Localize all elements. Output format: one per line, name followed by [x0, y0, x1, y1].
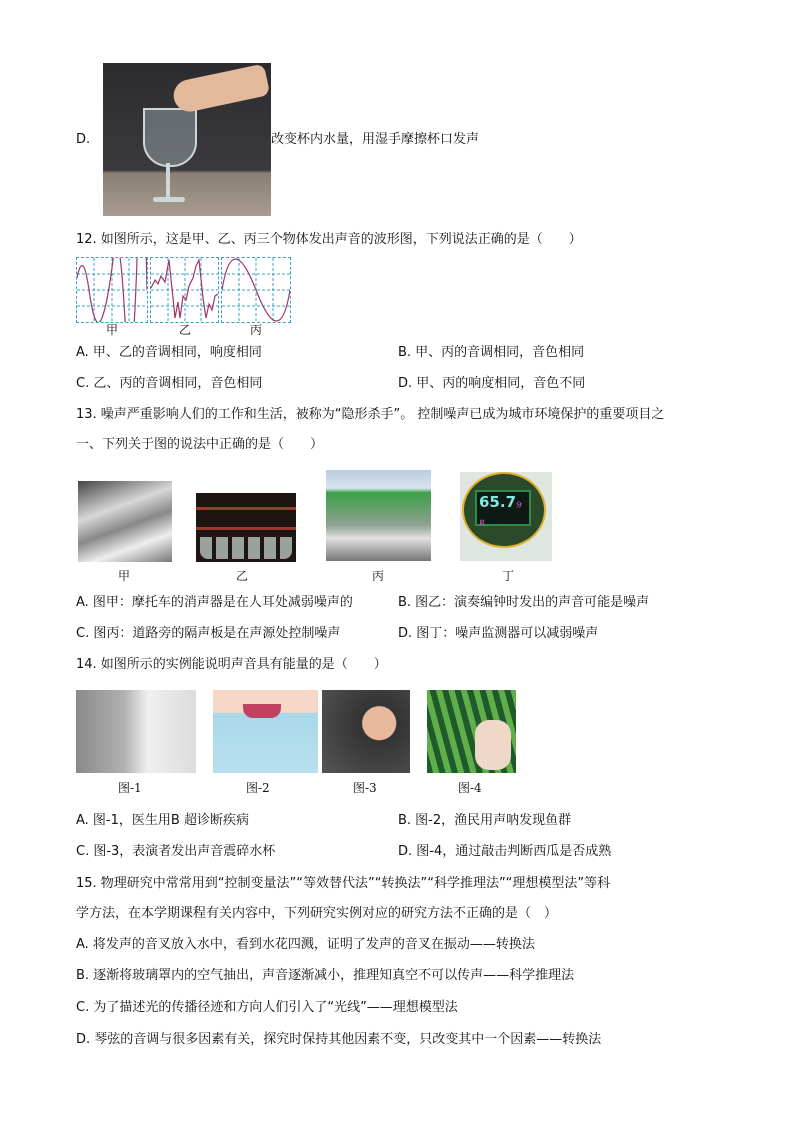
caption-fig1: 图-1: [118, 781, 142, 795]
q15-option-a: A. 将发声的音叉放入水中，看到水花四溅，证明了发声的音叉在振动——转换法: [76, 937, 535, 952]
caption-yi: 乙: [179, 323, 192, 337]
q13-option-d: D. 图丁：噪声监测器可以减弱噪声: [398, 626, 599, 641]
bianzhong-bells-photo: [196, 493, 296, 562]
meter-unit: 分贝: [479, 502, 523, 527]
q13-option-c: C. 图丙：道路旁的隔声板是在声源处控制噪声: [76, 626, 341, 641]
sound-barrier-photo: [326, 470, 431, 561]
q13-stem-line2: 一、下列关于图的说法中正确的是（ ）: [76, 437, 324, 452]
q12-option-c: C. 乙、丙的音调相同，音色相同: [76, 376, 263, 391]
q12-option-a: A. 甲、乙的音调相同，响度相同: [76, 345, 262, 360]
sonar-fishing-illustration: [213, 690, 318, 773]
q13-option-b: B. 图乙：演奏编钟时发出的声音可能是噪声: [398, 595, 650, 610]
caption-fig4: 图-4: [458, 781, 482, 795]
q13-option-a: A. 图甲：摩托车的消声器是在人耳处减弱噪声的: [76, 595, 353, 610]
caption-jia: 甲: [106, 323, 119, 337]
caption-fig2: 图-2: [246, 781, 270, 795]
caption-fig3: 图-3: [353, 781, 377, 795]
caption-ding: 丁: [502, 569, 515, 583]
q15-stem-line1: 15. 物理研究中常常用到“控制变量法”“等效替代法”“转换法”“科学推理法”“理想模型法”等科: [76, 876, 611, 891]
q11-option-d-label: D.: [76, 132, 91, 147]
q15-option-b: B. 逐渐将玻璃罩内的空气抽出，声音逐渐减小，推理知真空不可以传声——科学推理法: [76, 968, 575, 983]
meter-reading: 65.7: [479, 493, 517, 511]
motorcycle-muffler-photo: [78, 481, 172, 562]
q15-stem-line2: 学方法，在本学期课程有关内容中，下列研究实例对应的研究方法不正确的是（ ）: [76, 906, 558, 921]
q14-option-a: A. 图-1，医生用B 超诊断疾病: [76, 813, 249, 828]
q14-stem: 14. 如图所示的实例能说明声音具有能量的是（ ）: [76, 657, 387, 672]
waveform-bing: [221, 257, 291, 323]
waveform-jia: [76, 257, 148, 323]
singer-glass-photo: [322, 690, 410, 773]
q14-option-b: B. 图-2，渔民用声呐发现鱼群: [398, 813, 572, 828]
caption-jia: 甲: [118, 569, 131, 583]
q12-option-b: B. 甲、丙的音调相同，音色相同: [398, 345, 585, 360]
q14-option-c: C. 图-3，表演者发出声音震碎水杯: [76, 844, 276, 859]
watermelon-photo: [427, 690, 516, 773]
q12-stem: 12. 如图所示，这是甲、乙、丙三个物体发出声音的波形图，下列说法正确的是（ ）: [76, 232, 582, 247]
noise-monitor-photo: [460, 472, 552, 561]
q12-option-d: D. 甲、丙的响度相同，音色不同: [398, 376, 586, 391]
q15-option-d: D. 琴弦的音调与很多因素有关，探究时保持其他因素不变，只改变其中一个因素——转换法: [76, 1032, 602, 1047]
q13-stem-line1: 13. 噪声严重影响人们的工作和生活，被称为“隐形杀手”。 控制噪声已成为城市环境保护的重要项目之: [76, 407, 665, 422]
q11-option-d-text: 改变杯内水量，用湿手摩擦杯口发声: [271, 132, 480, 147]
q14-option-d: D. 图-4，通过敲击判断西瓜是否成熟: [398, 844, 612, 859]
waveform-yi: [150, 257, 219, 323]
caption-yi: 乙: [236, 569, 249, 583]
caption-bing: 丙: [372, 569, 385, 583]
q15-option-c: C. 为了描述光的传播径迹和方向人们引入了“光线”——理想模型法: [76, 1000, 458, 1015]
caption-bing: 丙: [250, 323, 263, 337]
wine-glass-photo: [103, 63, 271, 216]
doctor-ultrasound-photo: [76, 690, 196, 773]
